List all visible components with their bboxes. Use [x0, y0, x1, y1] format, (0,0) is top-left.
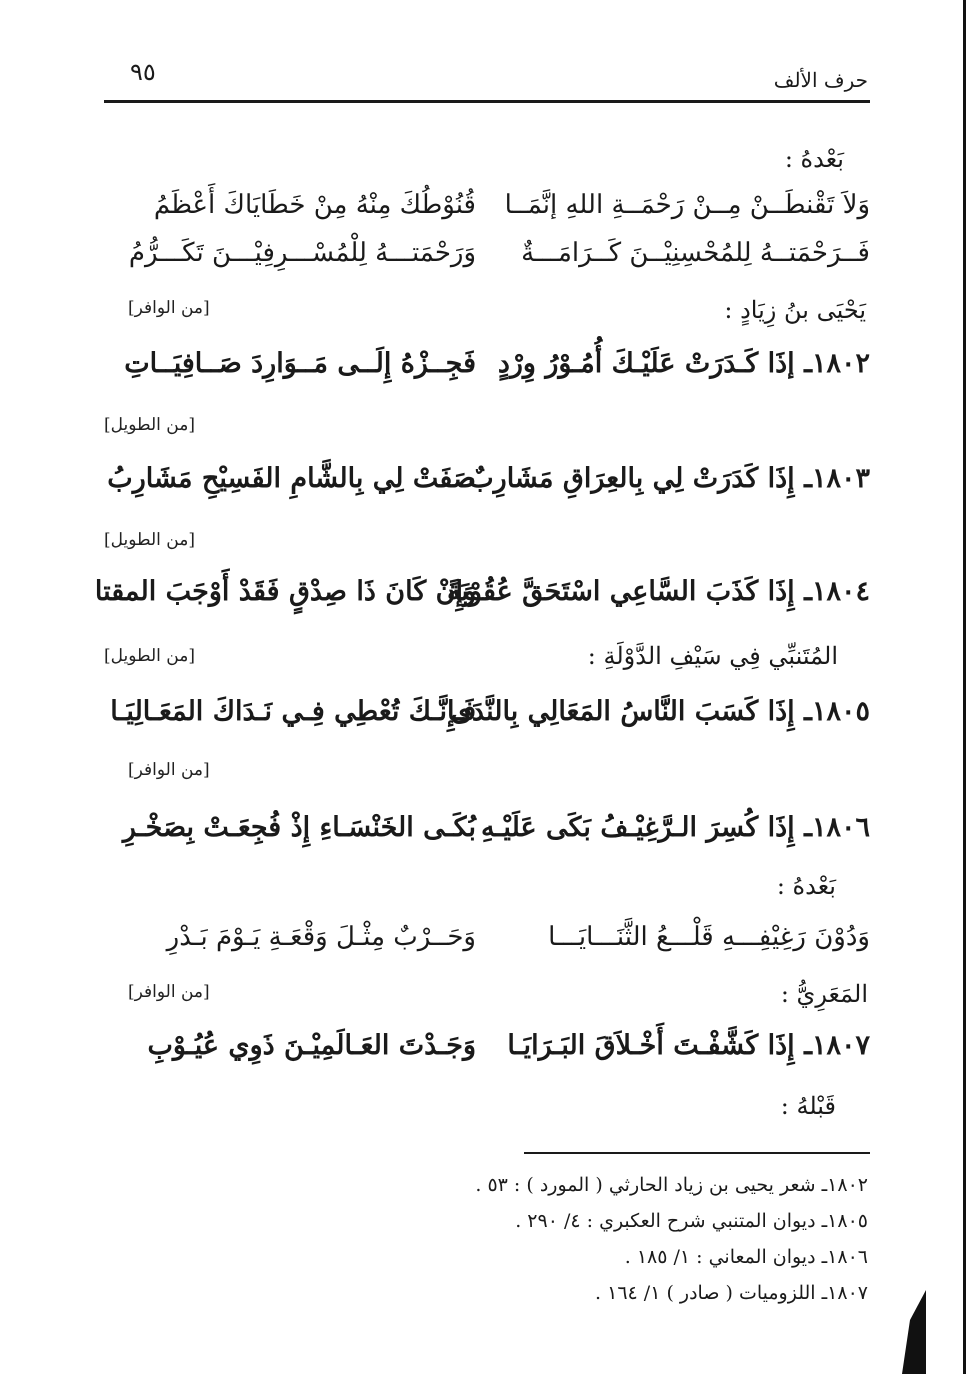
verse-second-hemistich: بُكَـى الخَنْسَـاءِ إِذْ فُجِعَـتْ بِصَخْـرِ	[122, 812, 476, 843]
footnote: ١٨٠٥ـ ديوان المتنبي شرح العكبري : ٤/ ٢٩٠ .	[515, 1210, 868, 1232]
verse-second-hemistich: وَحَــرْبٌ مِثْـلَ وَقْعَـةِ يَـوْمَ بَـدْرِ	[166, 922, 476, 952]
verse-second-hemistich: قُنُوْطُكَ مِنْهُ مِنْ خَطَايَاكَ أَعْظَمُ	[153, 190, 476, 220]
intro-line: قَبْلهُ :	[780, 1092, 836, 1120]
footnote: ١٨٠٦ـ ديوان المعاني : ١/ ١٨٥ .	[624, 1246, 868, 1268]
header-rule	[104, 100, 870, 103]
verse-first-hemistich: وَدُوْنَ رَغِيْفِـــهِ قَلْـــعُ الثَّنَـــايَـــا	[548, 922, 870, 952]
verse-first-hemistich: ١٨٠٥ـ إِذَا كَسَبَ النَّاسُ المَعَالِي بِالنَّدَى	[450, 696, 870, 727]
poet-attribution: المَعَرِيُّ :	[780, 980, 868, 1008]
poet-attribution: المُتَنبِّي فِي سَيْفِ الدَّوْلَةِ :	[587, 642, 838, 670]
meter-label: [من الوافر]	[128, 982, 210, 1002]
verse-first-hemistich: ١٨٠٤ـ إِذَا كَذَبَ السَّاعِي اسْتَحَقَّ عُقُوْبَةً	[447, 576, 870, 607]
verse-first-hemistich: ١٨٠٧ـ إِذَا كَشَّفْـتَ أَخْـلاَقَ البَـرَايَـا	[507, 1030, 870, 1061]
page-number: ٩٥	[130, 58, 156, 86]
verse-second-hemistich: وَإِنْ كَانَ ذَا صِدْقٍ فَقَدْ أَوْجَبَ المقتا	[94, 576, 476, 607]
running-head: حرف الألف	[773, 68, 868, 92]
verse-first-hemistich: ١٨٠٣ـ إِذَا كَدَرَتْ لِي بِالعِرَاقِ مَشَارِبٌ	[468, 463, 870, 494]
meter-label: [من الطويل]	[104, 646, 195, 666]
verse-first-hemistich: ١٨٠٢ـ إذَا كَـدَرَتْ عَلَيْـكَ أُمُـوْرُ وِرْدٍ	[497, 348, 870, 379]
footnote: ١٨٠٢ـ شعر يحيى بن زياد الحارثي ( المورد ) : ٥٣ .	[475, 1174, 868, 1196]
meter-label: [من الطويل]	[104, 530, 195, 550]
meter-label: [من الوافر]	[128, 298, 210, 318]
intro-line: بَعْدهُ :	[784, 145, 844, 173]
verse-second-hemistich: فَجِــزْهُ إِلَــى مَــوَارِدَ صَــافِيَــاتِ	[124, 348, 476, 379]
scan-shadow-wedge	[896, 1290, 926, 1374]
poet-attribution: يَحْيَى بنُ زِيَادٍ :	[724, 296, 866, 324]
verse-first-hemistich: ١٨٠٦ـ إِذَا كُسِرَ الـرَّغِيْـفُ بَكَى عَلَيْـهِ	[481, 812, 870, 843]
verse-second-hemistich: وَرَحْمَتـــهُ لِلْمُسْـــرِفِيْـــنَ تَكَـــرُّمُ	[128, 238, 476, 268]
verse-second-hemistich: فَـإِنَّـكَ تُعْطِي فِـي نَـدَاكَ المَعَـالِيَـا	[110, 696, 476, 727]
verse-second-hemistich: صَفَتْ لِي بِالشَّامِ الفَسِيْحِ مَشَارِبُ	[107, 463, 476, 494]
verse-second-hemistich: وَجَـدْتَ العَـالَمِيْـنَ ذَوِي عُيُـوْبِ	[147, 1030, 476, 1061]
verse-first-hemistich: وَلاَ تَقْنطَــنْ مِــنْ رَحْمَــةِ اللهِ إنَّمَــا	[504, 190, 870, 220]
meter-label: [من الوافر]	[128, 760, 210, 780]
footnote: ١٨٠٧ـ اللزوميات ( صادر ) ١/ ١٦٤ .	[595, 1282, 868, 1304]
meter-label: [من الطويل]	[104, 415, 195, 435]
footnote-rule	[524, 1152, 870, 1154]
verse-first-hemistich: فَــرَحْمَتــهُ لِلمُحْسِنِيْــنَ كَــرَامَـــةٌ	[521, 238, 870, 268]
intro-line: بَعْدهُ :	[776, 872, 836, 900]
